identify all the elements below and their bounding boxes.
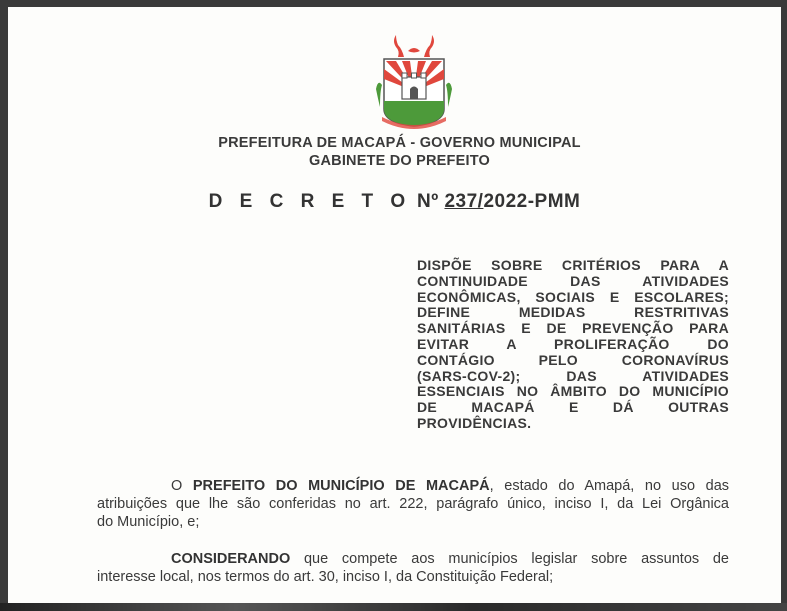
paragraph-line: interesse local, nos termos do art. 30, inciso I, da Constituição Federal; xyxy=(97,569,554,585)
ementa-line: DEFINE MEDIDAS RESTRITIVAS xyxy=(417,304,729,321)
decree-suffix: 2022-PMM xyxy=(483,191,581,212)
taskbar-strip xyxy=(0,603,787,611)
ementa-line: DISPÕE SOBRE CRITÉRIOS PARA A xyxy=(417,257,729,273)
paragraph-line: atribuições que lhe são conferidas no art. 222, parágrafo único, inciso I, da Lei Orgânica xyxy=(97,496,729,512)
decree-title xyxy=(8,191,781,213)
ementa-line: EVITAR A PROLIFERAÇÃO DO xyxy=(417,335,729,352)
ementa-line: CONTÁGIO PELO CORONAVÍRUS xyxy=(417,351,729,368)
paragraph-bold: CONSIDERANDO xyxy=(171,551,291,567)
coat-of-arms-icon xyxy=(366,29,462,129)
ementa-line: CONTINUIDADE DAS ATIVIDADES xyxy=(417,272,729,289)
ementa-line: ECONÔMICAS, SOCIAIS E ESCOLARES; xyxy=(417,288,729,305)
paragraph-bold: PREFEITO DO MUNICÍPIO DE MACAPÁ xyxy=(192,478,490,494)
ementa-line: (SARS-COV-2); DAS ATIVIDADES xyxy=(417,367,729,384)
paragraph-line: do Município, e; xyxy=(97,514,200,530)
ementa xyxy=(417,258,729,432)
paragraph-line xyxy=(97,477,729,495)
ementa-line: SANITÁRIAS E DE PREVENÇÃO PARA xyxy=(417,320,729,337)
ementa-line: DE MACAPÁ E DÁ OUTRAS xyxy=(417,399,729,416)
decree-no: Nº xyxy=(417,191,439,212)
paragraph-lead: O xyxy=(171,478,193,494)
header-line-1: PREFEITURA DE MACAPÁ - GOVERNO MUNICIPAL xyxy=(218,135,581,151)
paragraph-considerando xyxy=(97,550,729,586)
paragraph-preamble xyxy=(97,477,729,531)
decree-prefix: D E C R E T O xyxy=(208,191,412,212)
paragraph-line xyxy=(97,550,729,568)
header-line-2: GABINETE DO PREFEITO xyxy=(309,153,490,169)
paragraph-rest: que compete aos municípios legislar sobre assuntos de xyxy=(290,551,729,567)
ementa-line: PROVIDÊNCIAS. xyxy=(417,414,532,431)
decree-number: 237/ xyxy=(444,191,484,212)
document-page xyxy=(8,7,781,603)
paragraph-rest: , estado do Amapá, no uso das xyxy=(489,478,730,494)
ementa-line: ESSENCIAIS NO ÂMBITO DO MUNICÍPIO xyxy=(417,383,729,400)
